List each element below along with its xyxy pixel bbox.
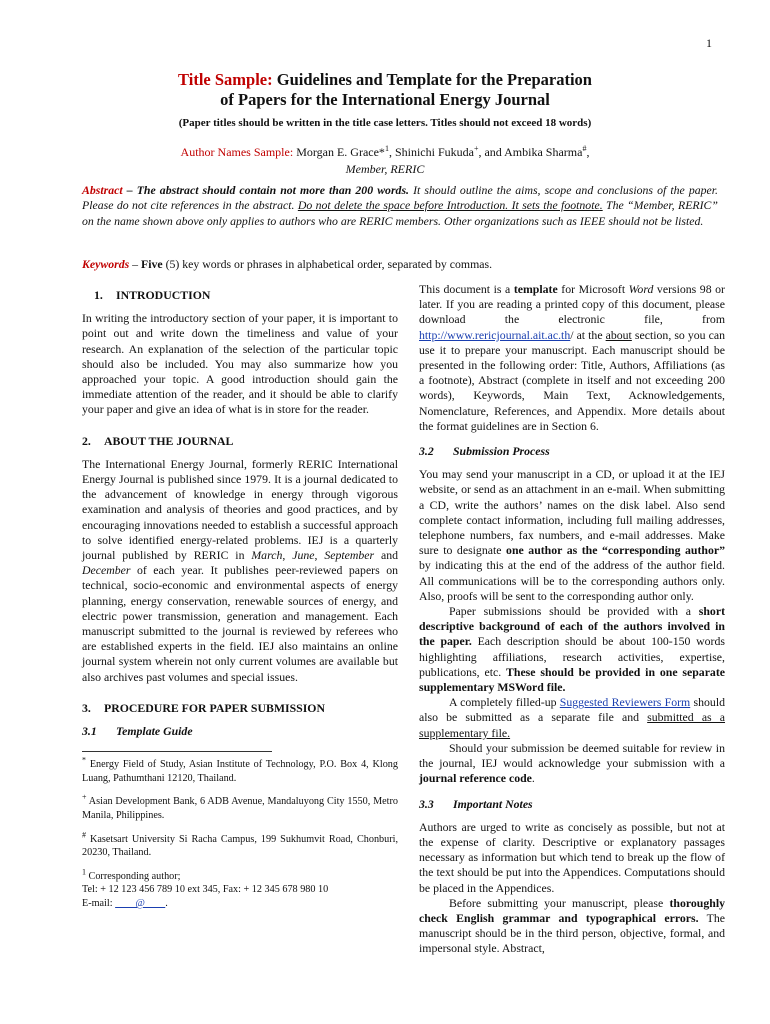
subsection-title: Important Notes bbox=[453, 796, 533, 811]
submission-paragraph-1 bbox=[419, 467, 725, 604]
author-1: Morgan E. Grace* bbox=[293, 145, 385, 159]
title-note: (Paper titles should be written in the title case letters. Titles should not exceed 18 words) bbox=[178, 117, 592, 129]
keywords-label: Keywords bbox=[82, 257, 130, 271]
sub-underlined: submitted as a supplementary file. bbox=[419, 710, 726, 740]
abstract-bold: The abstract should contain not more than 200 words. bbox=[136, 183, 409, 197]
abstract-text-2: The “Member, RERIC” on the name shown above only applies to authors who are RERIC members. Other organizations such as IEEE should not be listed. bbox=[82, 198, 718, 228]
sub-bold: one author as the “corresponding author” bbox=[506, 543, 725, 558]
keywords-bold: Five bbox=[141, 257, 163, 271]
abstract-text-1: It should outline the aims, scope and conclusions of the paper. Please do not cite references in the abstract. bbox=[82, 183, 719, 213]
sub-text: Paper submissions should be provided with a bbox=[449, 604, 699, 619]
subsection-title: Submission Process bbox=[453, 444, 550, 459]
left-column bbox=[82, 282, 398, 921]
sub-bold: journal reference code bbox=[419, 771, 532, 786]
abstract-dash: – bbox=[122, 183, 137, 197]
month-june: June bbox=[292, 548, 315, 563]
tg-bold: template bbox=[513, 282, 558, 296]
footnote-text: Kasetsart University Si Racha Campus, 199 Sukhumvit Road, Chonburi, 20230, Thailand. bbox=[82, 833, 399, 859]
sub-bold: These should be provided in one separate supplementary MSWord file. bbox=[419, 664, 725, 695]
section-title: PROCEDURE FOR PAPER SUBMISSION bbox=[104, 700, 325, 715]
subsection-heading-notes bbox=[419, 797, 725, 812]
abstract bbox=[82, 183, 718, 229]
keywords-dash: – bbox=[129, 257, 141, 271]
title-line-2: of Papers for the International Energy Journal bbox=[220, 90, 550, 109]
notes-text: The manuscript should be in the third person, objective, formal, and impersonal style. Abstract, bbox=[419, 910, 726, 956]
month-march: March bbox=[251, 548, 283, 563]
author-1-sup: 1 bbox=[384, 144, 389, 153]
footnote-text: Asian Development Bank, 6 ADB Avenue, Mandaluyong City 1550, Metro Manila, Philippines. bbox=[82, 796, 398, 822]
submission-paragraph-4 bbox=[419, 741, 725, 787]
footnote-mark: # bbox=[82, 830, 86, 840]
title-line-1: Guidelines and Template for the Preparation bbox=[272, 70, 592, 89]
submission-paragraph-2 bbox=[419, 604, 725, 695]
template-guide-paragraph bbox=[419, 282, 725, 434]
tg-text-3: versions 98 or later. If you are reading a printed copy of this document, please download the electronic file, from bbox=[419, 282, 725, 327]
abstract-label: Abstract bbox=[82, 183, 123, 197]
tg-text-4: / at the bbox=[570, 327, 606, 342]
email-end: . bbox=[165, 898, 168, 910]
author-2-sup: + bbox=[473, 144, 479, 153]
subsection-title: Template Guide bbox=[116, 724, 193, 739]
section-number: 3. bbox=[82, 700, 91, 715]
section-title: ABOUT THE JOURNAL bbox=[104, 433, 234, 448]
sub-text: You may send your manuscript in a CD, or upload it at the IEJ website, or send as an attachment in an e-mail. When submitting a CD, write the authors’ names on the disk label. Also send complete contact information, including full mailing addresses, telephone numbers, fax numbers, and e-mail addresses. Make sure to designate bbox=[419, 467, 725, 558]
footnote-3 bbox=[82, 830, 399, 860]
about-text-1: The International Energy Journal, formerly RERIC International Energy Journal is published since 1979. It is a journal dedicated to the advancement of knowledge in energy through vigorous examination and analysis of theories and good practices, and by encouraging innovations needed to establish a successful approach to solve identified energy-related problems. IEJ is a quarterly journal published by RERIC in bbox=[82, 456, 398, 563]
about-text-2: of each year. It publishes peer-reviewed papers on technical, socio-economic and environmental aspects of energy planning, energy conservation, renewable sources of energy, and electric power transmission, generation and management. Each manuscript submitted to the journal is reviewed by referees who are established experts in the field. IEJ also maintains an online journal system wherein not only current volumes are available but also archives past volumes and special issues. bbox=[82, 563, 398, 684]
footnote-divider bbox=[82, 751, 272, 752]
authors-tail: , bbox=[586, 145, 590, 159]
sub-text: should also be submitted as a separate file and bbox=[419, 695, 726, 725]
section-heading-introduction bbox=[82, 288, 398, 303]
membership: Member, RERIC bbox=[345, 162, 425, 176]
section-title: INTRODUCTION bbox=[116, 288, 211, 302]
author-3-sup: # bbox=[582, 144, 587, 153]
subsection-number: 3.3 bbox=[419, 796, 434, 811]
footnote-text: Corresponding author; bbox=[88, 870, 181, 882]
sub-text: . bbox=[531, 771, 535, 786]
footnote-text: Energy Field of Study, Asian Institute of Technology, P.O. Box 4, Klong Luang, Pathumthani 12120, Thailand. bbox=[82, 759, 398, 784]
footnote-mark: * bbox=[82, 755, 86, 765]
email-label: E-mail: bbox=[82, 898, 116, 910]
notes-text: Before submitting your manuscript, please bbox=[449, 895, 670, 910]
title-prefix: Title Sample: bbox=[178, 70, 273, 89]
sub-bold: short descriptive background of each of the authors involved in the paper. bbox=[419, 604, 725, 649]
journal-url-link[interactable]: http://www.rericjournal.ait.ac.th bbox=[419, 327, 571, 342]
tg-text-5: section, so you can use it to prepare your manuscript. Each manuscript should be presented in the following order: Title, Authors, Affiliations (as a footnote), Abstract (complete in itself and not exceeding 200 words), Keywords, Main Text, Acknowledgements, Nomenclature, References, and Appendix. More details about the format guidelines are in Section 6. bbox=[419, 327, 725, 433]
sub-text: Each description should be about 100-150 words highlighting affiliations, research activities, expertise, publications, etc. bbox=[419, 634, 725, 679]
notes-paragraph-1: Authors are urged to write as concisely as possible, but not at the expense of clarity. Descriptive or explanatory passages necessary as information but which tend to break up the flow of the text should be put into the Appendices. Computations should be placed in the Appendices. bbox=[419, 819, 725, 895]
reviewers-form-link[interactable]: Suggested Reviewers Form bbox=[559, 695, 691, 710]
section-heading-procedure bbox=[82, 701, 398, 716]
subsection-heading-submission bbox=[419, 444, 725, 459]
author-block bbox=[0, 144, 770, 178]
subsection-heading-template-guide bbox=[82, 724, 398, 739]
page-number: 1 bbox=[706, 36, 712, 50]
tg-about: about bbox=[605, 327, 632, 342]
section-number: 1. bbox=[94, 288, 103, 302]
subsection-number: 3.2 bbox=[419, 444, 434, 459]
keywords-text: (5) key words or phrases in alphabetical order, separated by commas. bbox=[162, 257, 493, 271]
section-heading-about bbox=[82, 434, 398, 449]
tg-text-2: for Microsoft bbox=[557, 282, 629, 296]
notes-paragraph-2 bbox=[419, 896, 725, 957]
notes-bold: thoroughly check English grammar and typographical errors. bbox=[419, 895, 725, 925]
section-number: 2. bbox=[82, 433, 91, 448]
month-december: December bbox=[82, 563, 131, 578]
footnote-mark: 1 bbox=[82, 867, 86, 877]
author-3: , and Ambika Sharma bbox=[478, 145, 583, 159]
sub-text: by indicating this at the end of the address of the author field. All communications will be to the corresponding authors only. Also, proofs will be sent to the corresponding author only. bbox=[419, 558, 725, 603]
author-2: , Shinichi Fukuda bbox=[388, 145, 474, 159]
sub-text: A completely filled-up bbox=[449, 695, 560, 710]
sub-text: Should your submission be deemed suitable for review in the journal, IEJ would acknowledge your submission with a bbox=[419, 740, 725, 771]
paper-title bbox=[0, 70, 770, 110]
footnote-corresponding bbox=[82, 867, 398, 884]
footnote-tel: Tel: + 12 123 456 789 10 ext 345, Fax: + 12 345 678 980 10 bbox=[82, 884, 329, 896]
introduction-paragraph: In writing the introductory section of your paper, it is important to point out and write down the timeliness and value of your research. An explanation of the selection of the particular topic should also be included. You may also summarize how you approached your topic. A good introduction should gain the immediate attention of the reader, and it should be able to clarify your paper and give an idea of what is in store for the reader. bbox=[82, 311, 398, 417]
footnote-email bbox=[82, 897, 398, 911]
sep-2: , bbox=[314, 548, 325, 563]
about-paragraph bbox=[82, 457, 398, 685]
right-column bbox=[419, 282, 725, 957]
subsection-number: 3.1 bbox=[82, 724, 97, 739]
authors-label: Author Names Sample: bbox=[180, 145, 294, 159]
footnote-1 bbox=[82, 755, 398, 785]
footnote-2 bbox=[82, 795, 398, 822]
tg-text-1: This document is a bbox=[419, 282, 514, 296]
sep-3: and bbox=[374, 548, 399, 563]
month-september: September bbox=[324, 548, 375, 563]
email-link[interactable]: @ bbox=[115, 898, 166, 910]
sep-1: , bbox=[282, 548, 293, 563]
footnote-mark: + bbox=[82, 793, 87, 803]
abstract-underlined: Do not delete the space before Introduction. It sets the footnote. bbox=[297, 198, 603, 213]
keywords bbox=[82, 257, 718, 272]
tg-word: Word bbox=[628, 282, 654, 296]
submission-paragraph-3 bbox=[419, 695, 725, 741]
